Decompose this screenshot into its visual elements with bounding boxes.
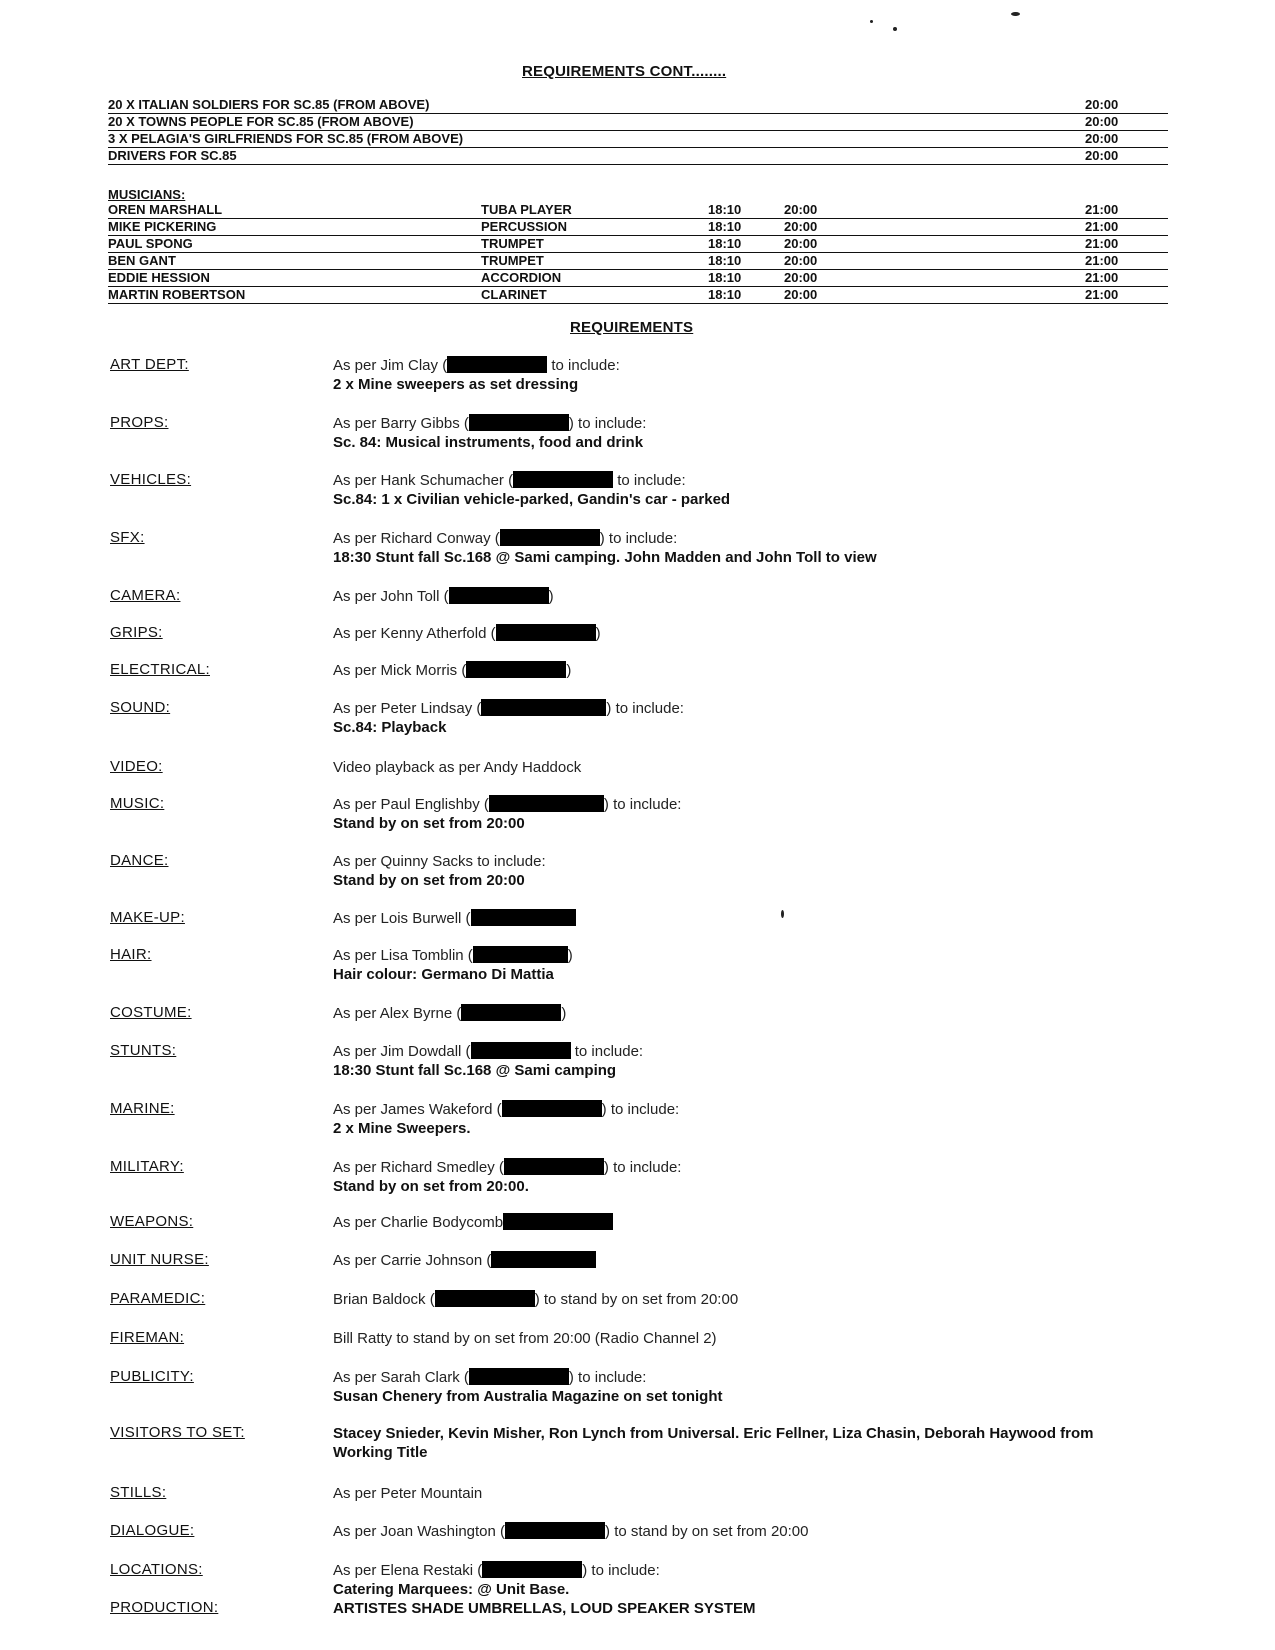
musician-name: MARTIN ROBERTSON bbox=[108, 287, 246, 302]
musician-instrument: TRUMPET bbox=[481, 236, 544, 251]
contact-text-suffix: to include: bbox=[613, 472, 686, 489]
musician-row bbox=[108, 202, 1168, 219]
department-detail bbox=[333, 529, 877, 567]
detail-bold-line: 18:30 Stunt fall Sc.168 @ Sami camping. John Madden and John Toll to view bbox=[333, 549, 877, 566]
contact-text-suffix: ) bbox=[548, 588, 554, 605]
musicians-title: MUSICIANS: bbox=[108, 187, 186, 202]
department-label: LOCATIONS: bbox=[110, 1561, 203, 1578]
department-label: MUSIC: bbox=[110, 795, 165, 812]
department-label: UNIT NURSE: bbox=[110, 1251, 209, 1268]
detail-line bbox=[333, 356, 620, 375]
detail-bold-line: 2 x Mine sweepers as set dressing bbox=[333, 376, 579, 393]
musician-time-1: 18:10 bbox=[708, 253, 742, 268]
detail-bold-line: Sc. 84: Musical instruments, food and drink bbox=[333, 434, 644, 451]
musician-row bbox=[108, 287, 1168, 304]
department-detail bbox=[333, 852, 546, 890]
scan-speck bbox=[870, 20, 873, 23]
redaction-bar bbox=[471, 909, 576, 926]
musician-time-2: 20:00 bbox=[784, 253, 818, 268]
contact-text: As per Quinny Sacks to include: bbox=[333, 853, 546, 870]
musician-time-3: 21:00 bbox=[1085, 270, 1119, 285]
department-detail bbox=[333, 1522, 808, 1541]
contact-text: As per Richard Conway ( bbox=[333, 530, 500, 547]
department-label: MILITARY: bbox=[110, 1158, 184, 1175]
crowd-row bbox=[108, 131, 1168, 148]
contact-text-suffix: ) to include: bbox=[601, 1101, 680, 1118]
detail-bold-line: Stand by on set from 20:00 bbox=[333, 815, 525, 832]
department-label: FIREMAN: bbox=[110, 1329, 185, 1346]
musician-time-3: 21:00 bbox=[1085, 219, 1119, 234]
detail-line bbox=[333, 661, 571, 680]
department-detail bbox=[333, 587, 554, 606]
department-detail bbox=[333, 356, 620, 394]
department-label: GRIPS: bbox=[110, 624, 163, 641]
department-detail bbox=[333, 1424, 1153, 1462]
contact-text: As per Mick Morris ( bbox=[333, 662, 467, 679]
department-label: ELECTRICAL: bbox=[110, 661, 210, 678]
detail-line bbox=[333, 852, 546, 871]
detail-bold-line: Stacey Snieder, Kevin Misher, Ron Lynch from Universal. Eric Fellner, Liza Chasin, Deborah Haywood from Working Title bbox=[333, 1425, 1094, 1461]
musician-time-1: 18:10 bbox=[708, 287, 742, 302]
detail-bold-line: 18:30 Stunt fall Sc.168 @ Sami camping bbox=[333, 1062, 617, 1079]
detail-line bbox=[333, 1484, 482, 1503]
musician-time-1: 18:10 bbox=[708, 219, 742, 234]
crowd-row bbox=[108, 97, 1168, 114]
contact-text: As per Sarah Clark ( bbox=[333, 1369, 469, 1386]
redaction-bar bbox=[449, 587, 549, 604]
redaction-bar bbox=[466, 661, 566, 678]
redaction-bar bbox=[461, 1004, 561, 1021]
detail-line bbox=[333, 587, 554, 606]
redaction-bar bbox=[496, 624, 596, 641]
musician-time-2: 20:00 bbox=[784, 287, 818, 302]
musician-time-1: 18:10 bbox=[708, 270, 742, 285]
detail-line bbox=[333, 1158, 681, 1177]
musician-row bbox=[108, 236, 1168, 253]
detail-line bbox=[333, 624, 601, 643]
musician-instrument: PERCUSSION bbox=[481, 219, 567, 234]
department-label: STILLS: bbox=[110, 1484, 167, 1501]
musician-time-3: 21:00 bbox=[1085, 236, 1119, 251]
redaction-bar bbox=[482, 1561, 582, 1578]
musician-name: MIKE PICKERING bbox=[108, 219, 217, 234]
detail-line bbox=[333, 1042, 643, 1061]
contact-text-suffix: ) to include: bbox=[568, 415, 647, 432]
department-detail bbox=[333, 661, 571, 680]
department-detail bbox=[333, 414, 646, 452]
department-detail bbox=[333, 795, 681, 833]
crowd-description: 20 X ITALIAN SOLDIERS FOR SC.85 (FROM ABOVE) bbox=[108, 97, 430, 112]
department-label: VISITORS TO SET: bbox=[110, 1424, 245, 1441]
musician-time-3: 21:00 bbox=[1085, 253, 1119, 268]
redaction-bar bbox=[502, 1100, 602, 1117]
contact-text-suffix: ) to include: bbox=[603, 1159, 682, 1176]
musician-time-3: 21:00 bbox=[1085, 202, 1119, 217]
detail-bold-line: Sc.84: Playback bbox=[333, 719, 447, 736]
musician-row bbox=[108, 270, 1168, 287]
department-detail bbox=[333, 1158, 681, 1196]
contact-text-suffix: to include: bbox=[570, 1043, 644, 1060]
contact-text: As per Jim Dowdall ( bbox=[333, 1043, 471, 1060]
musician-time-1: 18:10 bbox=[708, 202, 742, 217]
department-detail bbox=[333, 1561, 660, 1599]
redaction-bar bbox=[489, 795, 604, 812]
department-label: HAIR: bbox=[110, 946, 152, 963]
scan-speck bbox=[1011, 12, 1020, 16]
redaction-bar bbox=[503, 1213, 613, 1230]
detail-line bbox=[333, 909, 576, 928]
redaction-bar bbox=[500, 529, 600, 546]
department-detail bbox=[333, 946, 573, 984]
musician-name: OREN MARSHALL bbox=[108, 202, 223, 217]
department-label: MARINE: bbox=[110, 1100, 175, 1117]
detail-bold-line: ARTISTES SHADE UMBRELLAS, LOUD SPEAKER SYSTEM bbox=[333, 1600, 756, 1617]
contact-text: As per Peter Lindsay ( bbox=[333, 700, 482, 717]
department-label: CAMERA: bbox=[110, 587, 181, 604]
detail-line bbox=[333, 1004, 566, 1023]
redaction-bar bbox=[471, 1042, 571, 1059]
contact-text-suffix: ) bbox=[567, 947, 573, 964]
musician-name: EDDIE HESSION bbox=[108, 270, 210, 285]
department-label: DIALOGUE: bbox=[110, 1522, 195, 1539]
contact-text: As per Elena Restaki ( bbox=[333, 1562, 483, 1579]
redaction-bar bbox=[447, 356, 547, 373]
department-label: VEHICLES: bbox=[110, 471, 192, 488]
department-detail bbox=[333, 1042, 643, 1080]
department-detail bbox=[333, 1329, 717, 1348]
detail-line bbox=[333, 1329, 717, 1348]
detail-bold-line: Stand by on set from 20:00. bbox=[333, 1178, 529, 1195]
detail-line bbox=[333, 1213, 613, 1232]
contact-text-suffix: ) to stand by on set from 20:00 bbox=[605, 1523, 809, 1540]
department-detail bbox=[333, 624, 601, 643]
contact-text: Bill Ratty to stand by on set from 20:00 (Radio Channel 2) bbox=[333, 1330, 717, 1347]
detail-line bbox=[333, 758, 581, 777]
contact-text: As per Paul Englishby ( bbox=[333, 796, 489, 813]
detail-bold-line: Stand by on set from 20:00 bbox=[333, 872, 525, 889]
musician-name: PAUL SPONG bbox=[108, 236, 193, 251]
redaction-bar bbox=[504, 1158, 604, 1175]
detail-line bbox=[333, 1368, 723, 1387]
redaction-bar bbox=[435, 1290, 535, 1307]
detail-bold-line: Catering Marquees: @ Unit Base. bbox=[333, 1581, 570, 1598]
musician-instrument: TUBA PLAYER bbox=[481, 202, 572, 217]
department-label: WEAPONS: bbox=[110, 1213, 194, 1230]
detail-bold-line: Susan Chenery from Australia Magazine on set tonight bbox=[333, 1388, 723, 1405]
musician-row bbox=[108, 253, 1168, 270]
contact-text: As per Charlie Bodycomb bbox=[333, 1214, 504, 1231]
department-detail bbox=[333, 909, 576, 928]
musician-time-2: 20:00 bbox=[784, 219, 818, 234]
department-label: DANCE: bbox=[110, 852, 169, 869]
contact-text-suffix: ) to include: bbox=[603, 796, 682, 813]
department-detail bbox=[333, 471, 730, 509]
contact-text: As per Lois Burwell ( bbox=[333, 910, 471, 927]
detail-line bbox=[333, 471, 730, 490]
crowd-call-time: 20:00 bbox=[1085, 97, 1119, 112]
detail-line bbox=[333, 1522, 808, 1541]
detail-bold-line: Sc.84: 1 x Civilian vehicle-parked, Gandin's car - parked bbox=[333, 491, 731, 508]
redaction-bar bbox=[513, 471, 613, 488]
department-label: COSTUME: bbox=[110, 1004, 192, 1021]
department-label: PROPS: bbox=[110, 414, 169, 431]
contact-text: As per James Wakeford ( bbox=[333, 1101, 502, 1118]
department-detail bbox=[333, 758, 581, 777]
redaction-bar bbox=[491, 1251, 596, 1268]
detail-line bbox=[333, 414, 646, 433]
department-detail bbox=[333, 1251, 596, 1270]
department-detail bbox=[333, 1004, 566, 1023]
crowd-description: 3 X PELAGIA'S GIRLFRIENDS FOR SC.85 (FROM ABOVE) bbox=[108, 131, 464, 146]
department-detail bbox=[333, 1100, 679, 1138]
detail-line bbox=[333, 1290, 738, 1309]
contact-text-suffix: ) to include: bbox=[606, 700, 684, 717]
crowd-description: DRIVERS FOR SC.85 bbox=[108, 148, 237, 163]
contact-text: As per Hank Schumacher ( bbox=[333, 472, 514, 489]
redaction-bar bbox=[469, 1368, 569, 1385]
musician-time-1: 18:10 bbox=[708, 236, 742, 251]
contact-text: As per Peter Mountain bbox=[333, 1485, 483, 1502]
contact-text-suffix: ) to stand by on set from 20:00 bbox=[534, 1291, 739, 1308]
contact-text: As per Barry Gibbs ( bbox=[333, 415, 469, 432]
detail-line bbox=[333, 795, 681, 814]
contact-text-suffix: ) to include: bbox=[599, 530, 678, 547]
redaction-bar bbox=[505, 1522, 605, 1539]
redaction-bar bbox=[473, 946, 568, 963]
musician-instrument: ACCORDION bbox=[481, 270, 562, 285]
detail-line bbox=[333, 699, 684, 718]
detail-line bbox=[333, 1251, 596, 1270]
musician-time-2: 20:00 bbox=[784, 202, 818, 217]
department-detail bbox=[333, 1599, 1153, 1618]
crowd-row bbox=[108, 114, 1168, 131]
department-detail bbox=[333, 1484, 482, 1503]
redaction-bar bbox=[469, 414, 569, 431]
department-label: MAKE-UP: bbox=[110, 909, 185, 926]
contact-text-suffix: ) to include: bbox=[568, 1369, 647, 1386]
department-detail bbox=[333, 699, 684, 737]
crowd-call-time: 20:00 bbox=[1085, 114, 1119, 129]
musician-time-3: 21:00 bbox=[1085, 287, 1119, 302]
department-label: ART DEPT: bbox=[110, 356, 189, 373]
scan-speck bbox=[781, 910, 784, 918]
department-detail bbox=[333, 1290, 738, 1309]
detail-line bbox=[333, 1100, 679, 1119]
detail-line bbox=[333, 946, 573, 965]
department-label: STUNTS: bbox=[110, 1042, 177, 1059]
detail-bold-line: 2 x Mine Sweepers. bbox=[333, 1120, 471, 1137]
detail-line bbox=[333, 529, 877, 548]
contact-text: As per Kenny Atherfold ( bbox=[333, 625, 496, 642]
department-detail bbox=[333, 1213, 613, 1232]
contact-text-suffix: ) bbox=[595, 625, 601, 642]
contact-text: As per Lisa Tomblin ( bbox=[333, 947, 473, 964]
department-label: SOUND: bbox=[110, 699, 171, 716]
department-detail bbox=[333, 1368, 723, 1406]
musician-time-2: 20:00 bbox=[784, 236, 818, 251]
contact-text: Brian Baldock ( bbox=[333, 1291, 435, 1308]
contact-text: As per Alex Byrne ( bbox=[333, 1005, 462, 1022]
contact-text-suffix: to include: bbox=[547, 357, 620, 374]
requirements-cont-heading: REQUIREMENTS CONT........ bbox=[522, 63, 727, 80]
musician-name: BEN GANT bbox=[108, 253, 176, 268]
department-label: PRODUCTION: bbox=[110, 1599, 219, 1616]
musician-instrument: TRUMPET bbox=[481, 253, 544, 268]
detail-bold-line: Hair colour: Germano Di Mattia bbox=[333, 966, 554, 983]
musician-instrument: CLARINET bbox=[481, 287, 547, 302]
crowd-call-time: 20:00 bbox=[1085, 148, 1119, 163]
musician-time-2: 20:00 bbox=[784, 270, 818, 285]
contact-text-suffix: ) bbox=[566, 662, 572, 679]
contact-text: Video playback as per Andy Haddock bbox=[333, 759, 582, 776]
musician-row bbox=[108, 219, 1168, 236]
contact-text: As per John Toll ( bbox=[333, 588, 449, 605]
crowd-description: 20 X TOWNS PEOPLE FOR SC.85 (FROM ABOVE) bbox=[108, 114, 414, 129]
contact-text: As per Jim Clay ( bbox=[333, 357, 448, 374]
department-label: PUBLICITY: bbox=[110, 1368, 194, 1385]
redaction-bar bbox=[481, 699, 606, 716]
contact-text-suffix: ) to include: bbox=[582, 1562, 660, 1579]
department-label: VIDEO: bbox=[110, 758, 163, 775]
contact-text: As per Carrie Johnson ( bbox=[333, 1252, 492, 1269]
crowd-call-time: 20:00 bbox=[1085, 131, 1119, 146]
crowd-row bbox=[108, 148, 1168, 165]
department-label: SFX: bbox=[110, 529, 145, 546]
detail-line bbox=[333, 1561, 660, 1580]
scan-speck bbox=[893, 27, 897, 31]
department-label: PARAMEDIC: bbox=[110, 1290, 206, 1307]
contact-text: As per Joan Washington ( bbox=[333, 1523, 506, 1540]
contact-text-suffix: ) bbox=[561, 1005, 567, 1022]
requirements-heading: REQUIREMENTS bbox=[570, 319, 694, 336]
contact-text: As per Richard Smedley ( bbox=[333, 1159, 504, 1176]
